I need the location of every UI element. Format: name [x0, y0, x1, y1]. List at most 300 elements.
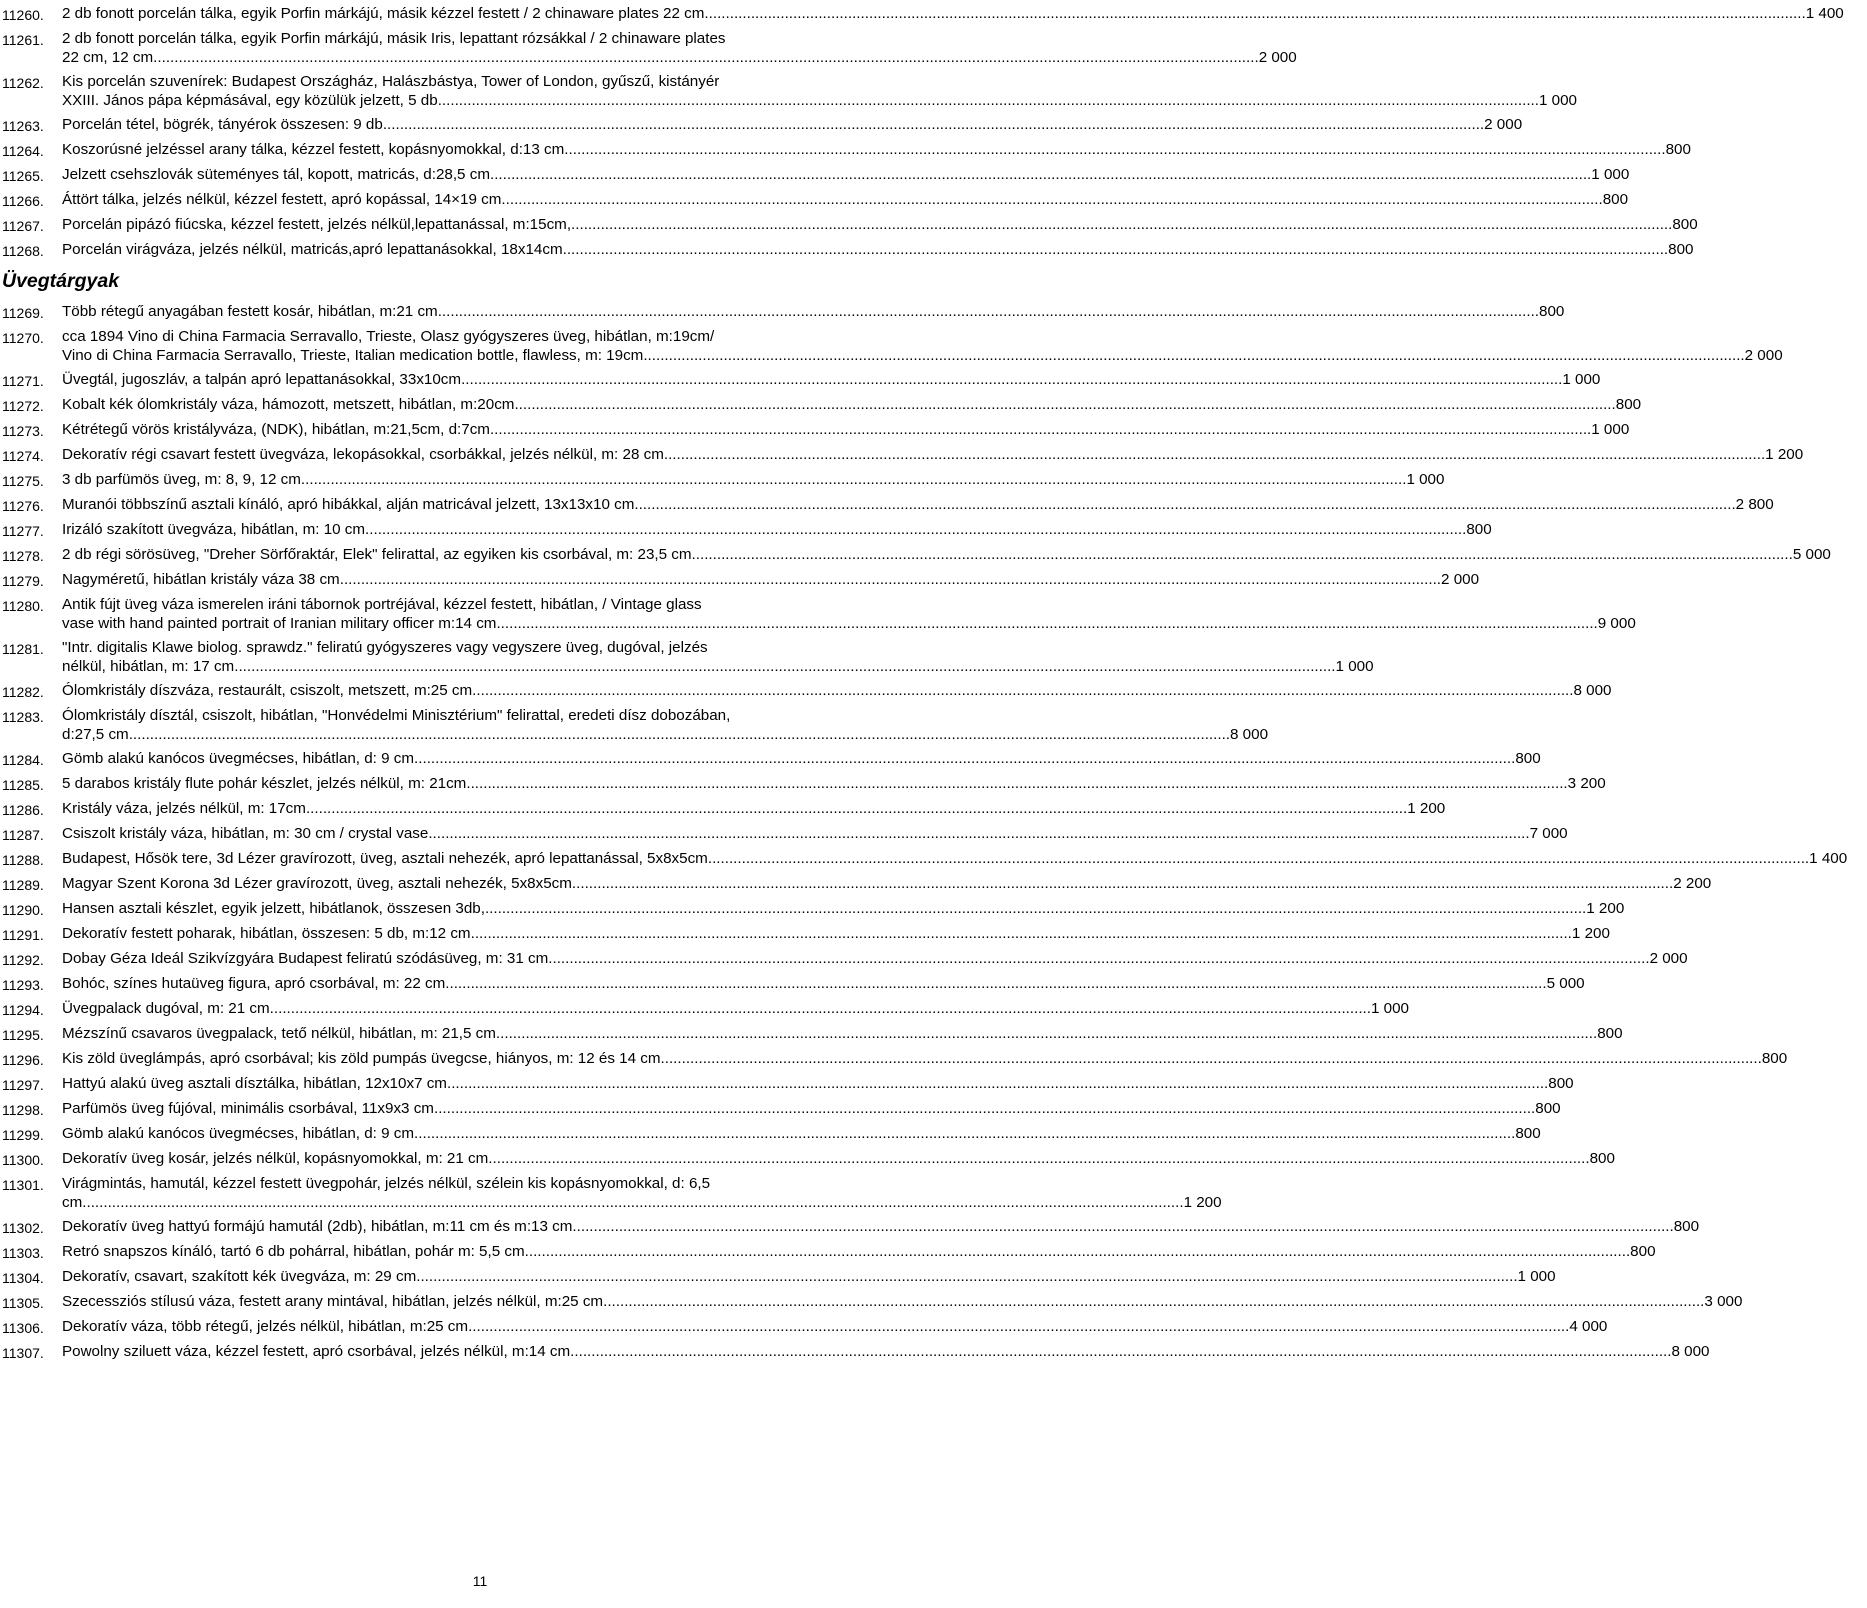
dot-leader — [664, 445, 1765, 464]
lot-number: 11275. — [2, 473, 44, 489]
lot-number: 11305. — [2, 1295, 44, 1311]
description-text: 5 darabos kristály flute pohár készlet, jelzés nélkül, m: 21cm — [62, 775, 467, 792]
lot-entry — [0, 1149, 1615, 1169]
starting-price: 1 000 — [1406, 471, 1445, 488]
lot-description — [62, 327, 1803, 365]
lot-entry — [0, 1292, 1743, 1312]
dot-leader — [485, 899, 1586, 918]
starting-price: 800 — [1515, 1125, 1541, 1142]
starting-price: 800 — [1597, 1025, 1623, 1042]
dot-leader — [661, 1049, 1762, 1068]
lot-number: 11291. — [2, 927, 44, 943]
lot-entry — [0, 1242, 1656, 1262]
lot-number: 11264. — [2, 143, 44, 159]
starting-price: 2 000 — [1441, 571, 1480, 588]
section — [0, 4, 1844, 260]
lot-number: 11304. — [2, 1270, 44, 1286]
lot-number: 11301. — [2, 1177, 44, 1193]
lot-entry — [0, 1217, 1700, 1237]
description-text: Dekoratív váza, több rétegű, jelzés nélkül, hibátlan, m:25 cm — [62, 1318, 469, 1335]
starting-price: 1 200 — [1765, 446, 1804, 463]
lot-description — [62, 29, 1317, 67]
starting-price: 800 — [1673, 1218, 1700, 1235]
description-text: Kobalt kék ólomkristály váza, hámozott, metszett, hibátlan, m:20cm — [62, 396, 515, 413]
dot-leader — [496, 1024, 1597, 1043]
lot-entry — [0, 874, 1712, 894]
description-text: Budapest, Hősök tere, 3d Lézer gravírozott, üveg, asztali nehezék, apró lepattanással, 5x8x5cm — [62, 850, 708, 867]
description-text: Ólomkristály díszváza, restaurált, csiszolt, metszett, m:25 cm — [62, 682, 473, 699]
lot-entry — [0, 1024, 1623, 1044]
description-text: Magyar Szent Korona 3d Lézer gravírozott, üveg, asztali nehezék, 5x8x5cm — [62, 875, 572, 892]
lot-description — [62, 470, 1464, 489]
lot-number: 11283. — [2, 709, 44, 725]
lot-entry — [0, 4, 1844, 24]
lot-entry — [0, 215, 1698, 235]
description-final-line — [62, 1217, 1699, 1236]
dot-leader — [305, 470, 1406, 489]
description-line: "Intr. digitalis Klawe biolog. sprawdz." feliratú gyógyszeres vagy vegyszere üveg, dugóval, jelzés — [62, 639, 708, 656]
lot-description — [62, 1149, 1635, 1168]
starting-price: 1 000 — [1335, 658, 1374, 675]
lot-number: 11268. — [2, 243, 44, 259]
lot-description — [62, 1242, 1676, 1261]
lot-entry — [0, 545, 1831, 565]
description-text: Gömb alakú kanócos üvegmécses, hibátlan, d: 9 cm — [62, 1125, 415, 1142]
dot-leader — [514, 395, 1615, 414]
lot-number: 11265. — [2, 168, 44, 184]
lot-entry — [0, 327, 1783, 365]
lot-number: 11274. — [2, 448, 44, 464]
catalog-listing — [0, 4, 1848, 1367]
lot-description — [62, 1342, 1730, 1361]
lot-description — [62, 1292, 1762, 1311]
lot-entry — [0, 1342, 1710, 1362]
description-text: Kétrétegű vörös kristályváza, (NDK), hibátlan, m:21,5cm, d:7cm — [62, 421, 490, 438]
description-text: Hattyú alakú üveg asztali dísztálka, hibátlan, 12x10x7 cm — [62, 1075, 447, 1092]
dot-leader — [704, 4, 1805, 23]
description-text: Dobay Géza Ideál Szikvízgyára Budapest feliratú szódásüveg, m: 31 cm — [62, 950, 549, 967]
dot-leader — [340, 570, 1441, 589]
lot-entry — [0, 1099, 1561, 1119]
lot-entry — [0, 1267, 1556, 1287]
description-final-line — [62, 4, 1844, 23]
starting-price: 800 — [1589, 1150, 1615, 1167]
lot-description — [62, 165, 1649, 184]
description-final-line — [62, 302, 1564, 321]
lot-number: 11306. — [2, 1320, 44, 1336]
lot-entry — [0, 115, 1523, 135]
description-text: Üvegtál, jugoszláv, a talpán apró lepattanásokkal, 33x10cm — [62, 371, 462, 388]
starting-price: 2 000 — [1258, 49, 1297, 66]
description-text: Vino di China Farmacia Serravallo, Trieste, Italian medication bottle, flawless, m: 19cm — [62, 347, 644, 364]
lot-entry — [0, 681, 1612, 701]
lot-entry — [0, 302, 1565, 322]
dot-leader — [501, 190, 1602, 209]
lot-description — [62, 874, 1731, 893]
starting-price: 800 — [1761, 1050, 1788, 1067]
dot-leader — [438, 302, 1539, 321]
starting-price: 800 — [1672, 216, 1698, 233]
lot-description — [62, 140, 1711, 159]
description-final-line — [62, 91, 1577, 110]
starting-price: 5 000 — [1792, 546, 1831, 563]
lot-entry — [0, 520, 1492, 540]
description-final-line — [62, 48, 1297, 67]
lot-entry — [0, 72, 1578, 110]
starting-price: 8 000 — [1573, 682, 1612, 699]
description-final-line — [62, 420, 1629, 439]
dot-leader — [490, 420, 1591, 439]
starting-price: 1 200 — [1571, 925, 1610, 942]
description-final-line — [62, 1242, 1656, 1261]
lot-number: 11297. — [2, 1077, 44, 1093]
starting-price: 800 — [1535, 1100, 1561, 1117]
dot-leader — [471, 924, 1572, 943]
dot-leader — [306, 799, 1407, 818]
lot-number: 11289. — [2, 877, 44, 893]
lot-description — [62, 849, 1867, 868]
lot-description — [62, 824, 1588, 843]
description-final-line — [62, 520, 1492, 539]
lot-number: 11288. — [2, 852, 44, 868]
description-text: Bohóc, színes hutaüveg figura, apró csorbával, m: 22 cm — [62, 975, 446, 992]
lot-number: 11273. — [2, 423, 44, 439]
description-text: Kristály váza, jelzés nélkül, m: 17cm — [62, 800, 306, 817]
lot-description — [62, 1217, 1719, 1236]
description-text: cm — [62, 1194, 83, 1211]
starting-price: 2 200 — [1673, 875, 1712, 892]
description-text: nélkül, hibátlan, m: 17 cm — [62, 658, 235, 675]
lot-number: 11293. — [2, 977, 44, 993]
lot-entry — [0, 395, 1642, 415]
description-final-line — [62, 657, 1374, 676]
dot-leader — [634, 495, 1735, 514]
dot-leader — [468, 1317, 1569, 1336]
lot-entry — [0, 1074, 1574, 1094]
lot-number: 11276. — [2, 498, 44, 514]
dot-leader — [414, 1124, 1515, 1143]
dot-leader — [234, 657, 1335, 676]
lot-entry — [0, 140, 1691, 160]
description-final-line — [62, 899, 1624, 918]
starting-price: 800 — [1665, 141, 1691, 158]
lot-description — [62, 370, 1620, 389]
description-line: 2 db fonott porcelán tálka, egyik Porfin márkájú, másik Iris, lepattant rózsákkal / 2 chinaware plates — [62, 30, 726, 47]
starting-price: 800 — [1539, 303, 1565, 320]
description-final-line — [62, 445, 1803, 464]
dot-leader — [414, 749, 1515, 768]
dot-leader — [496, 614, 1597, 633]
description-text: XXIII. János pápa képmásával, egy közülük jelzett, 5 db — [62, 92, 438, 109]
description-final-line — [62, 346, 1783, 365]
lot-number: 11303. — [2, 1245, 44, 1261]
starting-price: 800 — [1602, 191, 1629, 208]
lot-entry — [0, 165, 1630, 185]
lot-entry — [0, 1317, 1608, 1337]
lot-number: 11260. — [2, 7, 44, 23]
lot-number: 11298. — [2, 1102, 44, 1118]
dot-leader — [572, 1217, 1673, 1236]
lot-number: 11302. — [2, 1220, 44, 1236]
dot-leader — [490, 165, 1591, 184]
lot-entry — [0, 849, 1848, 869]
lot-number: 11285. — [2, 777, 44, 793]
lot-entry — [0, 570, 1480, 590]
starting-price: 800 — [1668, 241, 1694, 258]
starting-price: 4 000 — [1569, 1318, 1608, 1335]
description-final-line — [62, 1317, 1607, 1336]
lot-entry — [0, 749, 1541, 769]
lot-description — [62, 445, 1823, 464]
dot-leader — [383, 115, 1484, 134]
lot-description — [62, 974, 1605, 993]
lot-entry — [0, 638, 1374, 676]
lot-description — [62, 420, 1649, 439]
starting-price: 2 800 — [1735, 496, 1774, 513]
description-line: Antik fújt üveg váza ismerelen iráni tábornok portréjával, kézzel festett, hibátlan, / Vintage glass — [62, 596, 702, 613]
lot-number: 11271. — [2, 373, 44, 389]
description-text: Dekoratív üveg hattyú formájú hamutál (2db), hibátlan, m:11 cm és m:13 cm — [62, 1218, 573, 1235]
description-text: Dekoratív festett poharak, hibátlan, összesen: 5 db, m:12 cm — [62, 925, 471, 942]
dot-leader — [570, 1342, 1671, 1361]
description-text: Porcelán pipázó fiúcska, kézzel festett, jelzés nélkül,lepattanással, m:15cm, — [62, 216, 572, 233]
lot-description — [62, 999, 1429, 1018]
dot-leader — [603, 1292, 1704, 1311]
lot-entry — [0, 1049, 1788, 1069]
description-final-line — [62, 140, 1691, 159]
description-text: Irizáló szakított üvegváza, hibátlan, m: 10 cm — [62, 521, 366, 538]
description-final-line — [62, 614, 1636, 633]
description-text: Muranói többszínű asztali kínáló, apró hibákkal, alján matricával jelzett, 13x13x10 cm — [62, 496, 635, 513]
description-text: Üvegpalack dugóval, m: 21 cm — [62, 1000, 270, 1017]
starting-price: 1 400 — [1809, 850, 1848, 867]
description-final-line — [62, 1074, 1574, 1093]
description-final-line — [62, 1124, 1541, 1143]
dot-leader — [571, 215, 1672, 234]
dot-leader — [643, 346, 1744, 365]
description-text: Áttört tálka, jelzés nélkül, kézzel festett, apró kopással, 14×19 cm — [62, 191, 502, 208]
starting-price: 1 200 — [1407, 800, 1446, 817]
lot-description — [62, 706, 1288, 744]
starting-price: 8 000 — [1671, 1343, 1710, 1360]
lot-entry — [0, 774, 1606, 794]
lot-number: 11294. — [2, 1002, 44, 1018]
description-text: Nagyméretű, hibátlan kristály váza 38 cm — [62, 571, 340, 588]
lot-description — [62, 240, 1713, 259]
description-final-line — [62, 1049, 1787, 1068]
description-text: Gömb alakú kanócos üvegmécses, hibátlan, d: 9 cm — [62, 750, 415, 767]
description-final-line — [62, 874, 1711, 893]
description-text: Kis zöld üveglámpás, apró csorbával; kis zöld pumpás üvegcse, hiányos, m: 12 és 14 cm — [62, 1050, 661, 1067]
lot-entry — [0, 999, 1409, 1019]
description-final-line — [62, 115, 1522, 134]
lot-description — [62, 190, 1648, 209]
lot-number: 11282. — [2, 684, 44, 700]
lot-description — [62, 749, 1561, 768]
description-final-line — [62, 190, 1628, 209]
lot-entry — [0, 1174, 1222, 1212]
lot-description — [62, 1174, 1242, 1212]
lot-number: 11290. — [2, 902, 44, 918]
description-final-line — [62, 999, 1409, 1018]
description-final-line — [62, 799, 1445, 818]
description-text: Dekoratív üveg kosár, jelzés nélkül, kopásnyomokkal, m: 21 cm — [62, 1150, 489, 1167]
description-text: Koszorúsné jelzéssel arany tálka, kézzel festett, kopásnyomokkal, d:13 cm — [62, 141, 565, 158]
lot-description — [62, 520, 1512, 539]
description-text: Hansen asztali készlet, egyik jelzett, hibátlanok, összesen 3db, — [62, 900, 485, 917]
lot-description — [62, 899, 1644, 918]
description-text: d:27,5 cm — [62, 726, 129, 743]
description-text: Powolny sziluett váza, kézzel festett, apró csorbával, jelzés nélkül, m:14 cm — [62, 1343, 571, 1360]
lot-description — [62, 774, 1626, 793]
description-final-line — [62, 570, 1479, 589]
lot-entry — [0, 706, 1269, 744]
lot-entry — [0, 799, 1446, 819]
starting-price: 1 000 — [1562, 371, 1601, 388]
description-final-line — [62, 774, 1606, 793]
lot-number: 11269. — [2, 305, 44, 321]
description-text: 2 db fonott porcelán tálka, egyik Porfin márkájú, másik kézzel festett / 2 chinaware plates 22 cm — [62, 5, 705, 22]
lot-entry — [0, 240, 1694, 260]
starting-price: 2 000 — [1484, 116, 1523, 133]
dot-leader — [438, 91, 1539, 110]
lot-number: 11270. — [2, 330, 44, 346]
lot-entry — [0, 445, 1804, 465]
lot-description — [62, 1024, 1643, 1043]
lot-description — [62, 681, 1632, 700]
lot-description — [62, 1049, 1807, 1068]
dot-leader — [447, 1074, 1548, 1093]
lot-entry — [0, 190, 1629, 210]
dot-leader — [82, 1193, 1183, 1212]
starting-price: 800 — [1466, 521, 1492, 538]
description-final-line — [62, 395, 1641, 414]
lot-entry — [0, 595, 1636, 633]
lot-description — [62, 595, 1656, 633]
description-final-line — [62, 949, 1688, 968]
starting-price: 7 000 — [1529, 825, 1568, 842]
description-final-line — [62, 240, 1693, 259]
lot-description — [62, 1099, 1581, 1118]
description-final-line — [62, 1342, 1710, 1361]
description-text: Szecessziós stílusú váza, festett arany mintával, hibátlan, jelzés nélkül, m:25 cm — [62, 1293, 604, 1310]
lot-description — [62, 395, 1661, 414]
description-final-line — [62, 749, 1541, 768]
description-line: Virágmintás, hamutál, kézzel festett üvegpohár, jelzés nélkül, szélein kis kopásnyomokkal, d: 6,5 — [62, 1175, 711, 1192]
dot-leader — [461, 370, 1562, 389]
dot-leader — [529, 1242, 1630, 1261]
description-final-line — [62, 470, 1444, 489]
lot-number: 11299. — [2, 1127, 44, 1143]
lot-entry — [0, 824, 1568, 844]
starting-price: 3 000 — [1704, 1293, 1743, 1310]
description-final-line — [62, 924, 1610, 943]
lot-description — [62, 495, 1794, 514]
starting-price: 8 000 — [1230, 726, 1269, 743]
description-text: 22 cm, 12 cm. — [62, 49, 158, 66]
description-final-line — [62, 1149, 1615, 1168]
description-text: Csiszolt kristály váza, hibátlan, m: 30 cm / crystal vase — [62, 825, 429, 842]
lot-number: 11281. — [2, 641, 44, 657]
description-final-line — [62, 1099, 1561, 1118]
lot-number: 11287. — [2, 827, 44, 843]
lot-description — [62, 570, 1499, 589]
description-final-line — [62, 1267, 1556, 1286]
dot-leader — [466, 774, 1567, 793]
description-final-line — [62, 1292, 1742, 1311]
description-text: Porcelán tétel, bögrék, tányérok összesen: 9 db — [62, 116, 383, 133]
description-final-line — [62, 370, 1600, 389]
lot-number: 11263. — [2, 118, 44, 134]
dot-leader — [416, 1267, 1517, 1286]
lot-number: 11267. — [2, 218, 44, 234]
lot-description — [62, 1124, 1561, 1143]
description-final-line — [62, 165, 1629, 184]
lot-number: 11279. — [2, 573, 44, 589]
description-text: Mézszínű csavaros üvegpalack, tető nélkül, hibátlan, m: 21,5 cm — [62, 1025, 496, 1042]
lot-number: 11307. — [2, 1345, 44, 1361]
lot-description — [62, 4, 1864, 23]
dot-leader — [488, 1149, 1589, 1168]
dot-leader — [692, 545, 1793, 564]
description-text: Több rétegű anyagában festett kosár, hibátlan, m:21 cm — [62, 303, 438, 320]
starting-price: 5 000 — [1546, 975, 1585, 992]
dot-leader — [434, 1099, 1535, 1118]
starting-price: 9 000 — [1597, 615, 1636, 632]
starting-price: 800 — [1615, 396, 1642, 413]
lot-description — [62, 949, 1708, 968]
dot-leader — [708, 849, 1809, 868]
lot-description — [62, 545, 1851, 564]
starting-price: 800 — [1548, 1075, 1574, 1092]
lot-number: 11262. — [2, 75, 44, 91]
lot-description — [62, 799, 1465, 818]
description-final-line — [62, 1024, 1623, 1043]
lot-number: 11278. — [2, 548, 44, 564]
starting-price: 1 000 — [1370, 1000, 1409, 1017]
description-final-line — [62, 545, 1831, 564]
dot-leader — [572, 874, 1673, 893]
section — [0, 269, 1848, 1362]
description-text: 3 db parfümös üveg, m: 8, 9, 12 cm. — [62, 471, 306, 488]
description-final-line — [62, 849, 1847, 868]
dot-leader — [564, 140, 1665, 159]
starting-price: 1 400 — [1805, 5, 1844, 22]
lot-description — [62, 1267, 1576, 1286]
lot-number: 11266. — [2, 193, 44, 209]
lot-entry — [0, 420, 1630, 440]
lot-number: 11272. — [2, 398, 44, 414]
dot-leader — [567, 240, 1668, 259]
dot-leader — [472, 681, 1573, 700]
lot-description — [62, 924, 1630, 943]
description-final-line — [62, 725, 1268, 744]
starting-price: 1 200 — [1183, 1194, 1222, 1211]
lot-number: 11300. — [2, 1152, 44, 1168]
page-number: 11 — [472, 1573, 488, 1589]
description-line: Ólomkristály dísztál, csiszolt, hibátlan, "Honvédelmi Minisztérium" felirattal, eredeti dísz dobozában, — [62, 707, 731, 724]
section-heading: Üvegtárgyak — [2, 270, 120, 292]
lot-number: 11284. — [2, 752, 44, 768]
lot-entry — [0, 1124, 1541, 1144]
lot-number: 11292. — [2, 952, 44, 968]
lot-entry — [0, 899, 1625, 919]
lot-entry — [0, 495, 1774, 515]
dot-leader — [270, 999, 1371, 1018]
lot-number: 11296. — [2, 1052, 44, 1068]
lot-entry — [0, 470, 1445, 490]
lot-number: 11261. — [2, 32, 44, 48]
